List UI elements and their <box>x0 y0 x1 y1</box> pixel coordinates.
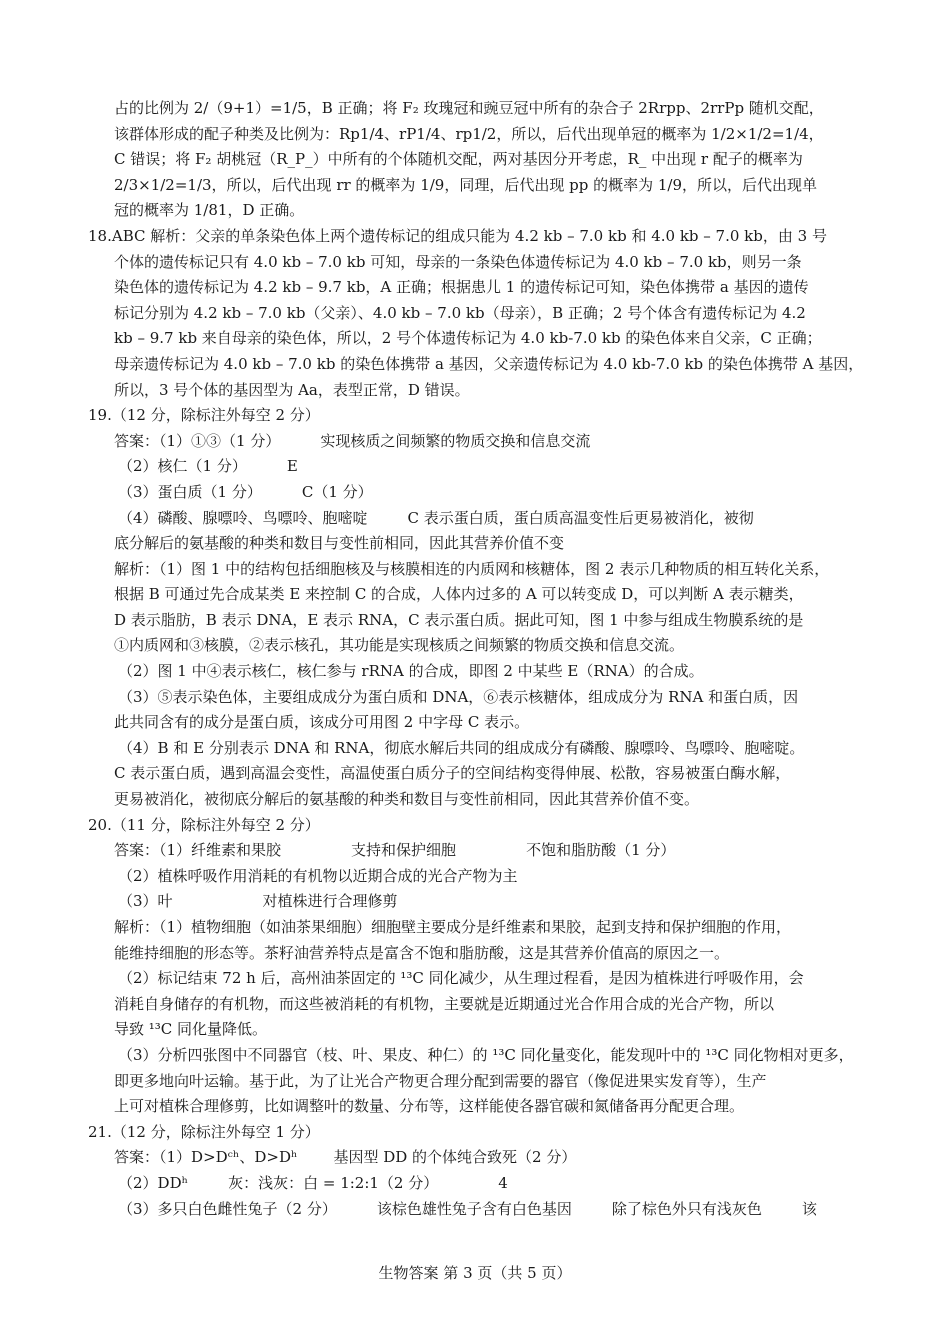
q21-a2: （2）DDʰ <box>118 1173 189 1192</box>
q19-a1b: 实现核质之间频繁的物质交换和信息交流 <box>320 431 591 450</box>
q20-a3b: 对植株进行合理修剪 <box>262 892 398 911</box>
q19-a4: （4）磷酸、腺嘌呤、鸟嘌呤、胞嘧啶 <box>118 508 368 527</box>
q20-answer-3 <box>88 889 870 915</box>
q21-a3: （3）多只白色雌性兔子（2 分） <box>118 1199 337 1218</box>
q18-line: 个体的遗传标记只有 4.0 kb – 7.0 kb 可知，母亲的一条染色体遗传标记为 4.0 kb – 7.0 kb，则另一条 <box>114 252 802 271</box>
q21-a2c: 4 <box>498 1173 508 1192</box>
q20-a1b: 支持和保护细胞 <box>351 841 457 860</box>
q19-answer-2 <box>88 454 870 480</box>
q18-line: ABC 解析：父亲的单条染色体上两个遗传标记的组成只能为 4.2 kb – 7.0 kb 和 4.0 kb – 7.0 kb，由 3 号 <box>111 226 827 245</box>
q21-a3c: 除了棕色外只有浅灰色 <box>611 1199 762 1218</box>
q18-line: 所以，3 号个体的基因型为 Aa，表型正常，D 错误。 <box>114 380 470 399</box>
q20-explain: 上可对植株合理修剪，比如调整叶的数量、分布等，这样能使各器官碳和氮储备再分配更合理。 <box>114 1097 745 1116</box>
q21-a3d: 该 <box>801 1199 817 1218</box>
q20-explain: 即更多地向叶运输。基于此，为了让光合产物更合理分配到需要的器官（像促进果实发育等），生产 <box>114 1071 767 1090</box>
q18-number: 18. <box>88 226 112 245</box>
q21-answer-2 <box>88 1171 870 1197</box>
q17-line: 冠的概率为 1/81，D 正确。 <box>114 201 305 220</box>
q20-explain: 能维持细胞的形态等。茶籽油营养特点是富含不饱和脂肪酸，这是其营养价值高的原因之一。 <box>114 943 730 962</box>
q21-a2b: 灰：浅灰：白 = 1:2:1（2 分） <box>228 1173 439 1192</box>
q21-a1: 答案：（1）D>Dᶜʰ、D>Dʰ <box>114 1148 298 1167</box>
q19-answer-1 <box>88 429 870 455</box>
q18-line: 染色体的遗传标记为 4.2 kb – 9.7 kb，A 正确；根据患儿 1 的遗传标记可知，染色体携带 a 基因的遗传 <box>114 278 809 297</box>
q19-answer-4 <box>88 506 870 532</box>
q18-line: 母亲遗传标记为 4.0 kb – 7.0 kb 的染色体携带 a 基因，父亲遗传标记为 4.0 kb-7.0 kb 的染色体携带 A 基因， <box>114 354 864 373</box>
q20-explain: （2）标记结束 72 h 后，高州油茶固定的 ¹³C 同化减少，从生理过程看，是因为植株进行呼吸作用，会 <box>118 969 804 988</box>
q18-line: 标记分别为 4.2 kb – 7.0 kb（父亲）、4.0 kb – 7.0 kb（母亲），B 正确；2 号个体含有遗传标记为 4.2 <box>114 303 806 322</box>
q19-a2b: E <box>286 457 298 476</box>
q18-line: kb – 9.7 kb 来自母亲的染色体，所以，2 号个体遗传标记为 4.0 kb-7.0 kb 的染色体来自父亲，C 正确； <box>114 329 822 348</box>
page-footer: 生物答案 第 3 页（共 5 页） <box>378 1264 572 1282</box>
answer-content <box>88 96 870 1222</box>
q19-explain: 根据 B 可通过先合成某类 E 来控制 C 的合成，人体内过多的 A 可以转变成 D，可以判断 A 表示糖类， <box>114 585 804 604</box>
q21-answer-1 <box>88 1145 870 1171</box>
q19-a2: （2）核仁（1 分） <box>118 457 247 476</box>
q19-explain: （3）⑤表示染色体，主要组成成分为蛋白质和 DNA，⑥表示核糖体，组成成分为 RNA 和蛋白质，因 <box>118 687 799 706</box>
q19-explain: 此共同含有的成分是蛋白质，该成分可用图 2 中字母 C 表示。 <box>114 713 530 732</box>
q21-header: 21.（12 分，除标注外每空 1 分） <box>88 1122 320 1141</box>
q19-a4b: C 表示蛋白质，蛋白质高温变性后更易被消化，被彻 <box>407 508 754 527</box>
q20-answer-1 <box>88 838 870 864</box>
q20-a3: （3）叶 <box>118 892 173 911</box>
q19-answer-4-cont: 底分解后的氨基酸的种类和数目与变性前相同，因此其营养价值不变 <box>114 534 565 553</box>
q17-line: 2/3×1/2=1/3，所以，后代出现 rr 的概率为 1/9，同理，后代出现 pp 的概率为 1/9，所以，后代出现单 <box>114 175 817 194</box>
q20-explain: （3）分析四张图中不同器官（枝、叶、果皮、种仁）的 ¹³C 同化量变化，能发现叶中的 ¹³C 同化物相对更多， <box>118 1045 854 1064</box>
q19-a1: 答案：（1）①③（1 分） <box>114 431 281 450</box>
q19-explain: 更易被消化，被彻底分解后的氨基酸的种类和数目与变性前相同，因此其营养价值不变。 <box>114 790 700 809</box>
q20-explain: 导致 ¹³C 同化量降低。 <box>114 1020 268 1039</box>
q21-a3b: 该棕色雄性兔子含有白色基因 <box>376 1199 572 1218</box>
q19-header: 19.（12 分，除标注外每空 2 分） <box>88 406 320 425</box>
q19-a3: （3）蛋白质（1 分） <box>118 482 262 501</box>
q20-explain: 消耗自身储存的有机物，而这些被消耗的有机物，主要就是近期通过光合作用合成的光合产物，所以 <box>114 994 775 1013</box>
q19-answer-3 <box>88 480 870 506</box>
q21-a1b: 基因型 DD 的个体纯合致死（2 分） <box>333 1148 577 1167</box>
q20-answer-2: （2）植株呼吸作用消耗的有机物以近期合成的光合产物为主 <box>118 866 518 885</box>
q19-explain: C 表示蛋白质，遇到高温会变性，高温使蛋白质分子的空间结构变得伸展、松散，容易被蛋白酶水解， <box>114 764 791 783</box>
q19-explain: 解析：（1）图 1 中的结构包括细胞核及与核膜相连的内质网和核糖体，图 2 表示几种物质的相互转化关系， <box>114 559 830 578</box>
q18-first-line <box>88 224 870 250</box>
q20-a1: 答案：（1）纤维素和果胶 <box>114 841 282 860</box>
q17-line: 该群体形成的配子种类及比例为：Rp1/4、rP1/4、rp1/2，所以，后代出现单冠的概率为 1/2×1/2=1/4， <box>114 124 824 143</box>
q20-header: 20.（11 分，除标注外每空 2 分） <box>88 815 320 834</box>
q20-a1c: 不饱和脂肪酸（1 分） <box>526 841 676 860</box>
q19-explain: （4）B 和 E 分别表示 DNA 和 RNA，彻底水解后共同的组成成分有磷酸、腺嘌呤、鸟嘌呤、胞嘧啶。 <box>118 738 805 757</box>
q17-line: C 错误；将 F₂ 胡桃冠（R_P_）中所有的个体随机交配，两对基因分开考虑，R_ 中出现 r 配子的概率为 <box>114 150 803 169</box>
q17-line: 占的比例为 2/（9+1）=1/5，B 正确；将 F₂ 玫瑰冠和豌豆冠中所有的杂合子 2Rrpp、2rrPp 随机交配， <box>114 99 824 117</box>
q20-explain: 解析：（1）植物细胞（如油茶果细胞）细胞壁主要成分是纤维素和果胶，起到支持和保护细胞的作用， <box>114 918 792 936</box>
q19-explain: （2）图 1 中④表示核仁，核仁参与 rRNA 的合成，即图 2 中某些 E（RNA）的合成。 <box>118 662 704 681</box>
q19-a3b: C（1 分） <box>301 482 373 501</box>
q19-explain: ①内质网和③核膜，②表示核孔，其功能是实现核质之间频繁的物质交换和信息交流。 <box>114 636 685 655</box>
q21-answer-3 <box>88 1197 870 1223</box>
q19-explain: D 表示脂肪，B 表示 DNA，E 表示 RNA，C 表示蛋白质。据此可知，图 1 中参与组成生物膜系统的是 <box>114 610 804 629</box>
